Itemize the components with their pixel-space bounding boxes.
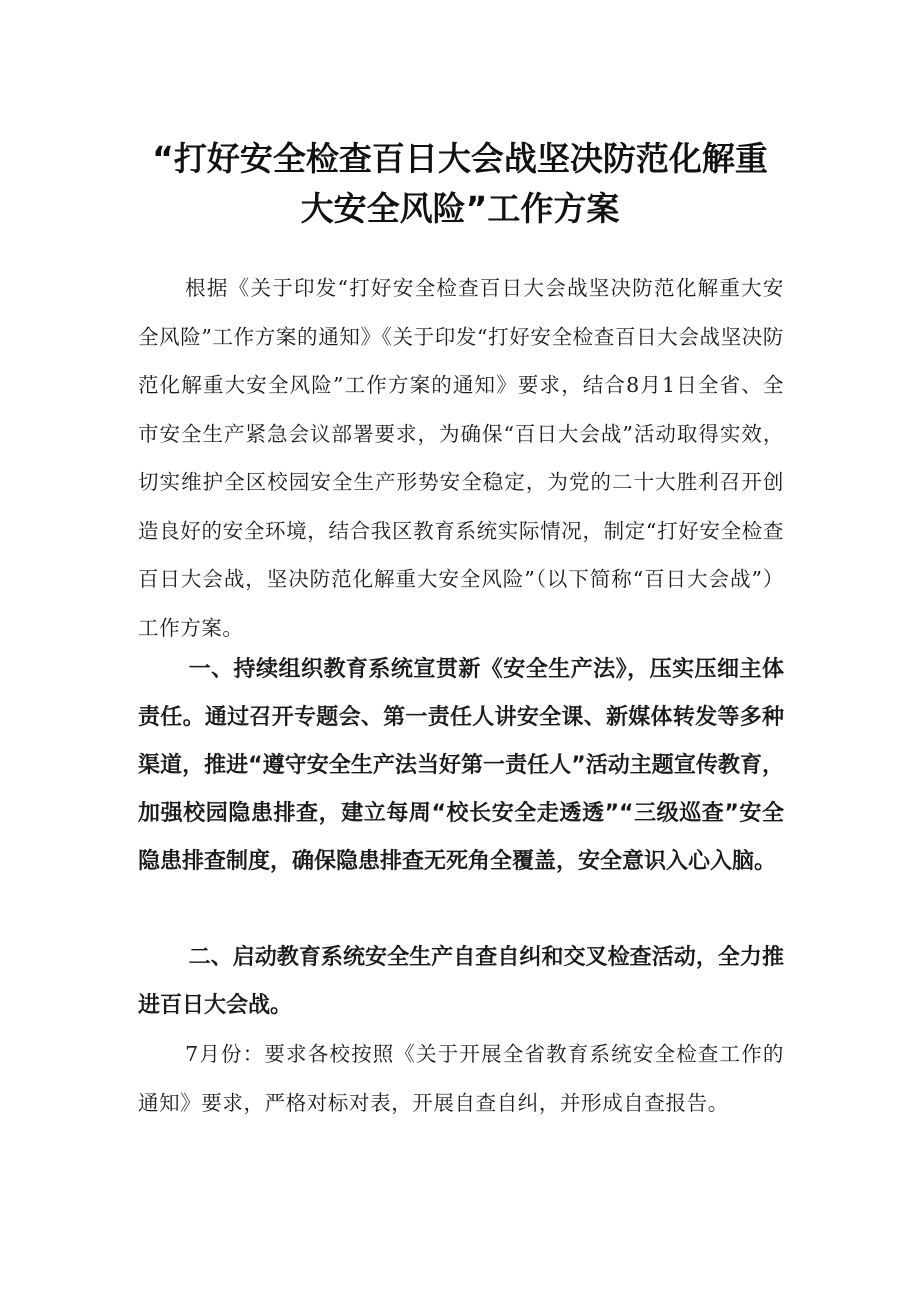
intro-paragraph: 根据《关于印发“打好安全检查百日大会战坚决防范化解重大安全风险”工作方案的通知》《关于印发“打好安全检查百日大会战坚决防范化解重大安全风险”工作方案的通知》要求，结合8月1日全省、全市安全生产紧急会议部署要求，为确保“百日大会战”活动取得实效，切实维护全区校园安全生产形势安全稳定，为党的二十大胜利召开创造良好的安全环境，结合我区教育系统实际情况，制定“打好安全检查百日大会战，坚决防范化解重大安全风险”（以下简称“百日大会战”）工作方案。: [138, 276, 784, 640]
july-paragraph: 7月份：要求各校按照《关于开展全省教育系统安全检查工作的通知》要求，严格对标对表，开展自查自纠，并形成自查报告。: [138, 1042, 784, 1115]
section-one-paragraph: 一、持续组织教育系统宣贯新《安全生产法》，压实压细主体责任。通过召开专题会、第一责任人讲安全课、新媒体转发等多种渠道，推进“遵守安全生产法当好第一责任人”活动主题宣传教育，加强校园隐患排查，建立每周“校长安全走透透”“三级巡查”安全隐患排查制度，确保隐患排查无死角全覆盖，安全意识入心入脑。: [138, 657, 784, 874]
document-title-line-2: 大安全风险”工作方案: [300, 189, 620, 228]
document-title-line-1: “打好安全检查百日大会战坚决防范化解重: [152, 139, 768, 178]
section-two-heading: 二、启动教育系统安全生产自查自纠和交叉检查活动，全力推进百日大会战。: [138, 945, 784, 1018]
